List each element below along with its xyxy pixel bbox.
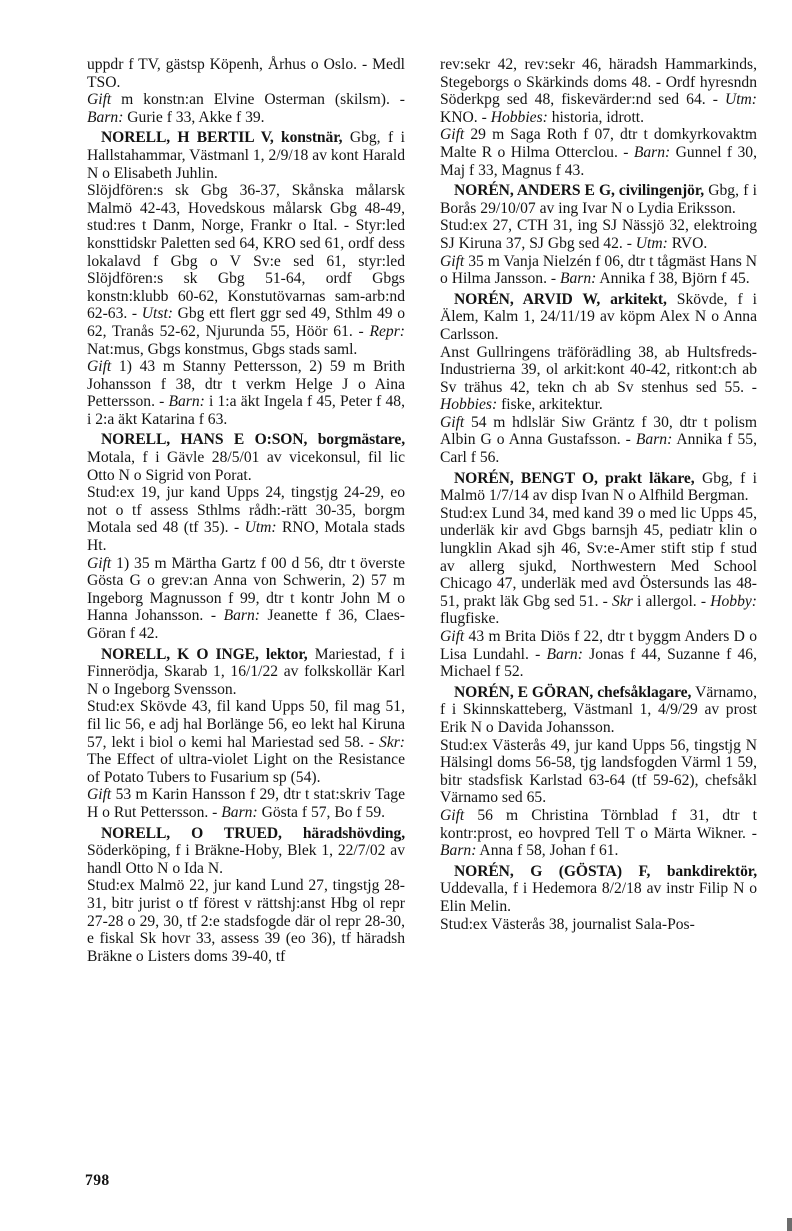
entry-text: Nat:mus, Gbgs konstmus, Gbgs stads saml. bbox=[87, 340, 358, 358]
entry-text: uppdr f TV, gästsp Köpenh, Århus o Oslo. - Medl TSO. bbox=[87, 56, 405, 91]
section-label: Gift bbox=[440, 252, 465, 270]
section-label: Gift bbox=[440, 628, 465, 645]
entry-text: Stud:ex Västerås 38, journalist Sala-Pos- bbox=[440, 915, 695, 933]
section-label: Gift bbox=[440, 806, 465, 824]
entry-paragraph bbox=[87, 358, 405, 428]
entry-text: flugfiske. bbox=[440, 610, 500, 628]
entry-text: fiske, arkitektur. bbox=[497, 396, 603, 414]
section-label: Hobbies: bbox=[440, 396, 498, 414]
entry-name: NORÉN, E GÖRAN, chefsåklagare, bbox=[454, 683, 692, 701]
entry-text: Stud:ex Västerås 49, jur kand Upps 56, tingstjg N Hälsingl doms 56-58, tjg landsfogden Värml 1 59, bitr stadsfisk Karlstad 63-64 (tf 59-62), chefsåkl Värnamo sed 65. bbox=[440, 736, 757, 807]
entry-text: Stud:ex 19, jur kand Upps 24, tingstjg 24-29, eo not o tf assess Sthlms rådh:-rätt 30-35, borgm Motala sed 48 (tf 35). - bbox=[87, 484, 405, 537]
entry-paragraph bbox=[440, 253, 757, 288]
entry-text: Mariestad, f i Finnerödja, Skarab 1, 16/1/22 av folkskollär Karl N o Ingeborg Svensson. bbox=[87, 645, 405, 698]
section-label: Utst: bbox=[141, 305, 173, 323]
section-label: Barn: bbox=[87, 108, 124, 126]
entry-text: Gbg, f i Malmö 1/7/14 av disp Ivan N o Alfhild Bergman. bbox=[440, 469, 758, 505]
right-column bbox=[440, 56, 757, 933]
entry-paragraph bbox=[440, 344, 757, 414]
entry-paragraph bbox=[87, 698, 405, 786]
entry-paragraph bbox=[87, 182, 405, 358]
entry-text: KNO. - bbox=[440, 108, 491, 126]
section-label: Barn: bbox=[633, 143, 671, 161]
entry-name: NORÉN, BENGT O, prakt läkare, bbox=[454, 469, 695, 487]
entry-text: RVO. bbox=[667, 234, 708, 252]
entry-text: RNO, Motala stads Ht. bbox=[87, 519, 406, 555]
entry-paragraph bbox=[440, 628, 757, 681]
entry-text: 29 m Saga Roth f 07, dtr t domkyrkovaktm Malte R o Hilma Otterclou. - bbox=[440, 126, 757, 161]
entry-paragraph bbox=[87, 877, 405, 965]
entry-heading-paragraph bbox=[87, 825, 405, 878]
section-label: Barn: bbox=[546, 645, 583, 663]
entry-name: NORELL, O TRUED, häradshövding, bbox=[101, 824, 405, 842]
section-label: Barn: bbox=[221, 803, 258, 821]
section-label: Gift bbox=[87, 554, 112, 572]
section-label: Skr bbox=[612, 592, 633, 610]
entry-text: 1) 43 m Stanny Pettersson, 2) 59 m Brith Johansson f 38, dtr t verkm Helge J o Aina Pettersson. - bbox=[87, 358, 405, 411]
section-label: Gift bbox=[87, 91, 112, 109]
entry-text: m konstn:an Elvine Osterman (skilsm). - bbox=[111, 91, 405, 109]
section-label: Barn: bbox=[223, 607, 260, 625]
entry-heading-paragraph bbox=[87, 646, 405, 699]
entry-heading-paragraph bbox=[440, 863, 757, 916]
entry-text: Värnamo, f i Skinnskatteberg, Västmanl 1, 4/9/29 av prost Erik N o Davida Johansson. bbox=[440, 683, 757, 736]
entry-paragraph bbox=[440, 916, 757, 934]
entry-text: Skövde, f i Älem, Kalm 1, 24/11/19 av köpm Alex N o Anna Carlsson. bbox=[440, 290, 757, 343]
entry-text: The Effect of ultra-violet Light on the Resistance of Potato Tubers to Fusarium sp (54). bbox=[87, 751, 405, 786]
entry-text: Gbg, f i Hallstahammar, Västmanl 1, 2/9/18 av kont Harald N o Elisabeth Juhlin. bbox=[87, 129, 405, 182]
page-number: 798 bbox=[85, 1172, 110, 1189]
entry-text: Gbg ett flert ggr sed 49, Sthlm 49 o 62, Tranås 52-62, Njurunda 55, Höör 61. - bbox=[87, 305, 405, 340]
entry-text: 43 m Brita Diös f 22, dtr t byggm Anders D o Lisa Lundahl. - bbox=[440, 628, 757, 663]
entry-text: Stud:ex Malmö 22, jur kand Lund 27, tingstjg 28-31, bitr jurist o tf förest v rättshj:anst Hbg ol repr 27-28 o 29, 30, tf 2:e stadsfogde där ol repr 28-30, e fiskal Sk hovr 33, assess 39 (eo 36), tf häradsh Bräkne o Listers doms 39-40, tf bbox=[87, 877, 405, 965]
entry-paragraph bbox=[440, 414, 757, 467]
entry-text: Jonas f 44, Suzanne f 46, Michael f 52. bbox=[440, 645, 757, 681]
entry-paragraph bbox=[440, 737, 757, 807]
entry-text: Slöjdfören:s sk Gbg 36-37, Skånska målarsk Malmö 42-43, Hovedskous målarsk Gbg 48-49, stud:res t Danm, Norge, Frankr o Ital. - Styr:led konsttidskr Paletten sed 64, KRO sed 61, ordf dess lokalavd f Gbg o V Sv:e sed 61, styr:led Slöjdfören:s sk Gbg 51-64, ordf Gbgs konstn:klubb 60-62, Konstutövarnas sam-arb:nd 62-63. - bbox=[87, 182, 405, 323]
section-label: Hobby: bbox=[710, 592, 757, 610]
entry-text: i 1:a äkt Ingela f 45, Peter f 48, i 2:a äkt Katarina f 63. bbox=[87, 393, 405, 428]
section-label: Barn: bbox=[168, 393, 205, 411]
entry-text: Söderköping, f i Bräkne-Hoby, Blek 1, 22/7/02 av handl Otto N o Ida N. bbox=[87, 842, 405, 877]
entry-heading-paragraph bbox=[440, 684, 757, 737]
entry-text: Annika f 38, Björn f 45. bbox=[596, 270, 750, 288]
entry-text: Anna f 58, Johan f 61. bbox=[476, 842, 619, 860]
entry-text: Anst Gullringens träförädling 38, ab Hultsfreds-Industrierna 39, ol arkit:kont 40-42, ritkont:ch ab Sv trähus 42, tekn ch ab Sv stenhus sed 55. - bbox=[440, 343, 757, 396]
entry-name: NORÉN, G (GÖSTA) F, bankdirektör, bbox=[454, 862, 757, 880]
entry-heading-paragraph bbox=[440, 470, 757, 505]
entry-paragraph bbox=[87, 555, 405, 643]
entry-paragraph bbox=[440, 505, 757, 628]
entry-text: i allergol. - bbox=[632, 592, 711, 610]
entry-text: Gösta f 57, Bo f 59. bbox=[257, 803, 386, 821]
entry-paragraph bbox=[440, 217, 757, 252]
entry-paragraph bbox=[87, 56, 405, 91]
entry-heading-paragraph bbox=[440, 291, 757, 344]
entry-text: 35 m Vanja Nielzén f 06, dtr t tågmäst Hans N o Hilma Jansson. - bbox=[440, 252, 757, 288]
entry-text: 54 m hdlslär Siw Gräntz f 30, dtr t polism Albin G o Anna Gustafsson. - bbox=[440, 413, 757, 449]
section-label: Utm: bbox=[635, 234, 668, 252]
section-label: Barn: bbox=[635, 431, 673, 449]
section-label: Barn: bbox=[559, 270, 597, 288]
entry-text: Gurie f 33, Akke f 39. bbox=[123, 108, 265, 126]
entry-text: historia, idrott. bbox=[547, 108, 645, 126]
section-label: Gift bbox=[87, 358, 112, 376]
section-label: Barn: bbox=[440, 842, 477, 860]
section-label: Hobbies: bbox=[490, 108, 548, 126]
entry-text: Stud:ex Skövde 43, fil kand Upps 50, fil mag 51, fil lic 56, e adj hal Borlänge 56, eo lekt hal Kiruna 57, lekt i biol o kemi hal Mariestad sed 58. - bbox=[87, 698, 405, 751]
entry-text: 1) 35 m Märtha Gartz f 00 d 56, dtr t överste Gösta G o grev:an Anna von Schwerin, 2) 57 m Ingeborg Magnusson f 99, dtr t kontr John M o Hanna Johansson. - bbox=[87, 554, 405, 625]
entry-heading-paragraph bbox=[440, 182, 757, 217]
left-column bbox=[87, 56, 405, 965]
entry-text: Jeanette f 36, Claes-Göran f 42. bbox=[87, 607, 405, 642]
entry-paragraph bbox=[87, 786, 405, 821]
entry-name: NORELL, HANS E O:SON, borgmästare, bbox=[101, 431, 405, 449]
entry-text: Gbg, f i Borås 29/10/07 av ing Ivar N o Lydia Eriksson. bbox=[440, 182, 757, 217]
entry-name: NORÉN, ANDERS E G, civilingenjör, bbox=[454, 182, 705, 200]
entry-paragraph bbox=[87, 484, 405, 554]
scan-edge-mark bbox=[787, 1218, 792, 1231]
section-label: Gift bbox=[87, 786, 112, 804]
entry-paragraph bbox=[440, 56, 757, 126]
section-label: Gift bbox=[440, 126, 465, 144]
entry-text: Uddevalla, f i Hedemora 8/2/18 av instr Filip N o Elin Melin. bbox=[440, 880, 757, 915]
section-label: Utm: bbox=[244, 519, 277, 537]
entry-text: Stud:ex Lund 34, med kand 39 o med lic Upps 45, underläk kir avd Gbgs barnsjh 45, pediatr klin o lungklin Akad sjh 46, Sv:e-Amer stift stip f stud av allerg sjukd, Northwestern Med School Chicago 47, underläk med avd Östersunds las 48-51, prakt läk Gbg sed 51. - bbox=[440, 504, 757, 610]
section-label: Utm: bbox=[724, 91, 757, 109]
entry-name: NORELL, H BERTIL V, konstnär, bbox=[101, 129, 343, 147]
entry-text: Motala, f i Gävle 28/5/01 av vicekonsul, fil lic Otto N o Sigrid von Porat. bbox=[87, 449, 405, 484]
section-label: Skr: bbox=[379, 733, 405, 751]
entry-text: 53 m Karin Hansson f 29, dtr t stat:skriv Tage H o Rut Pettersson. - bbox=[87, 786, 405, 821]
entry-name: NORELL, K O INGE, lektor, bbox=[101, 645, 308, 663]
section-label: Gift bbox=[440, 413, 465, 431]
entry-text: 56 m Christina Törnblad f 31, dtr t kontr:prost, eo hovpred Tell T o Märta Wikner. - bbox=[440, 806, 757, 842]
entry-paragraph bbox=[440, 807, 757, 860]
entry-text: Annika f 55, Carl f 56. bbox=[440, 431, 757, 467]
entry-heading-paragraph bbox=[87, 431, 405, 484]
section-label: Repr: bbox=[369, 322, 405, 340]
entry-paragraph bbox=[440, 126, 757, 179]
entry-name: NORÉN, ARVID W, arkitekt, bbox=[454, 290, 667, 308]
entry-paragraph bbox=[87, 91, 405, 126]
entry-text: rev:sekr 42, rev:sekr 46, häradsh Hammarkinds, Stegeborgs o Skärkinds doms 48. - Ordf hyresndn Söderkpg sed 48, fiskevärder:nd sed 64. - bbox=[440, 56, 757, 109]
entry-heading-paragraph bbox=[87, 129, 405, 182]
entry-text: Stud:ex 27, CTH 31, ing SJ Nässjö 32, elektroing SJ Kiruna 37, SJ Gbg sed 42. - bbox=[440, 217, 757, 252]
entry-text: Gunnel f 30, Maj f 33, Magnus f 43. bbox=[440, 143, 757, 179]
